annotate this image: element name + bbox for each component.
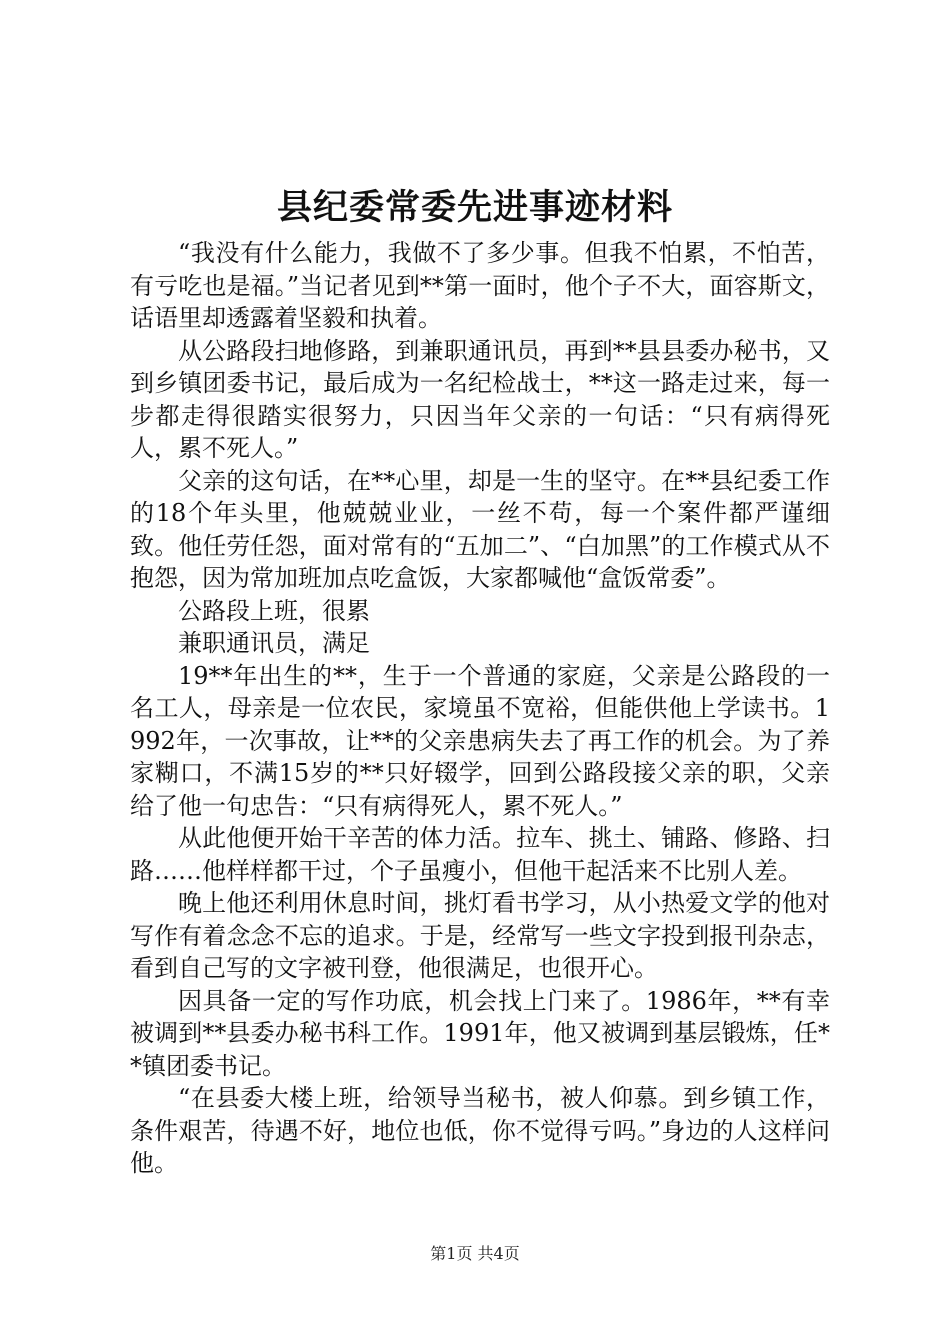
paragraph: 晚上他还利用休息时间，挑灯看书学习，从小热爱文学的他对写作有着念念不忘的追求。于是，经常写一些文字投到报刊杂志，看到自己写的文字被刊登，他很满足，也很开心。 <box>130 889 830 982</box>
page-number-footer: 第1页 共4页 <box>430 1244 520 1263</box>
paragraph: 父亲的这句话，在**心里，却是一生的坚守。在**县纪委工作的18个年头里，他兢兢业业，一丝不苟，每一个案件都严谨细致。他任劳任怨，面对常有的“五加二”、“白加黑”的工作模式从不抱怨，因为常加班加点吃盒饭，大家都喊他“盒饭常委”。 <box>130 466 830 592</box>
paragraph: “在县委大楼上班，给领导当秘书，被人仰慕。到乡镇工作，条件艰苦，待遇不好，地位也低，你不觉得亏吗。”身边的人这样问他。 <box>130 1084 830 1177</box>
section-heading: 公路段上班，很累 <box>178 596 370 625</box>
document-body <box>130 237 830 1180</box>
paragraph: 19**年出生的**，生于一个普通的家庭，父亲是公路段的一名工人，母亲是一位农民，家境虽不宽裕，但能供他上学读书。1992年，一次事故，让**的父亲患病失去了再工作的机会。为了养家糊口，不满15岁的**只好辍学，回到公路段接父亲的职，父亲给了他一句忠告：“只有病得死人，累不死人。” <box>130 661 830 820</box>
paragraph: 因具备一定的写作功底，机会找上门来了。1986年，**有幸被调到**县委办秘书科工作。1991年，他又被调到基层锻炼，任**镇团委书记。 <box>130 986 830 1080</box>
paragraph: 从此他便开始干辛苦的体力活。拉车、挑土、铺路、修路、扫路……他样样都干过，个子虽瘦小，但他干起活来不比别人差。 <box>130 824 830 885</box>
section-heading: 兼职通讯员，满足 <box>178 629 370 657</box>
document-title: 县纪委常委先进事迹材料 <box>276 187 673 228</box>
paragraph: 从公路段扫地修路，到兼职通讯员，再到**县县委办秘书，又到乡镇团委书记，最后成为一名纪检战士，**这一路走过来，每一步都走得很踏实很努力，只因当年父亲的一句话：“只有病得死人，累不死人。” <box>130 336 830 462</box>
paragraph: “我没有什么能力，我做不了多少事。但我不怕累，不怕苦，有亏吃也是福。”当记者见到**第一面时，他个子不大，面容斯文，话语里却透露着坚毅和执着。 <box>130 239 830 332</box>
